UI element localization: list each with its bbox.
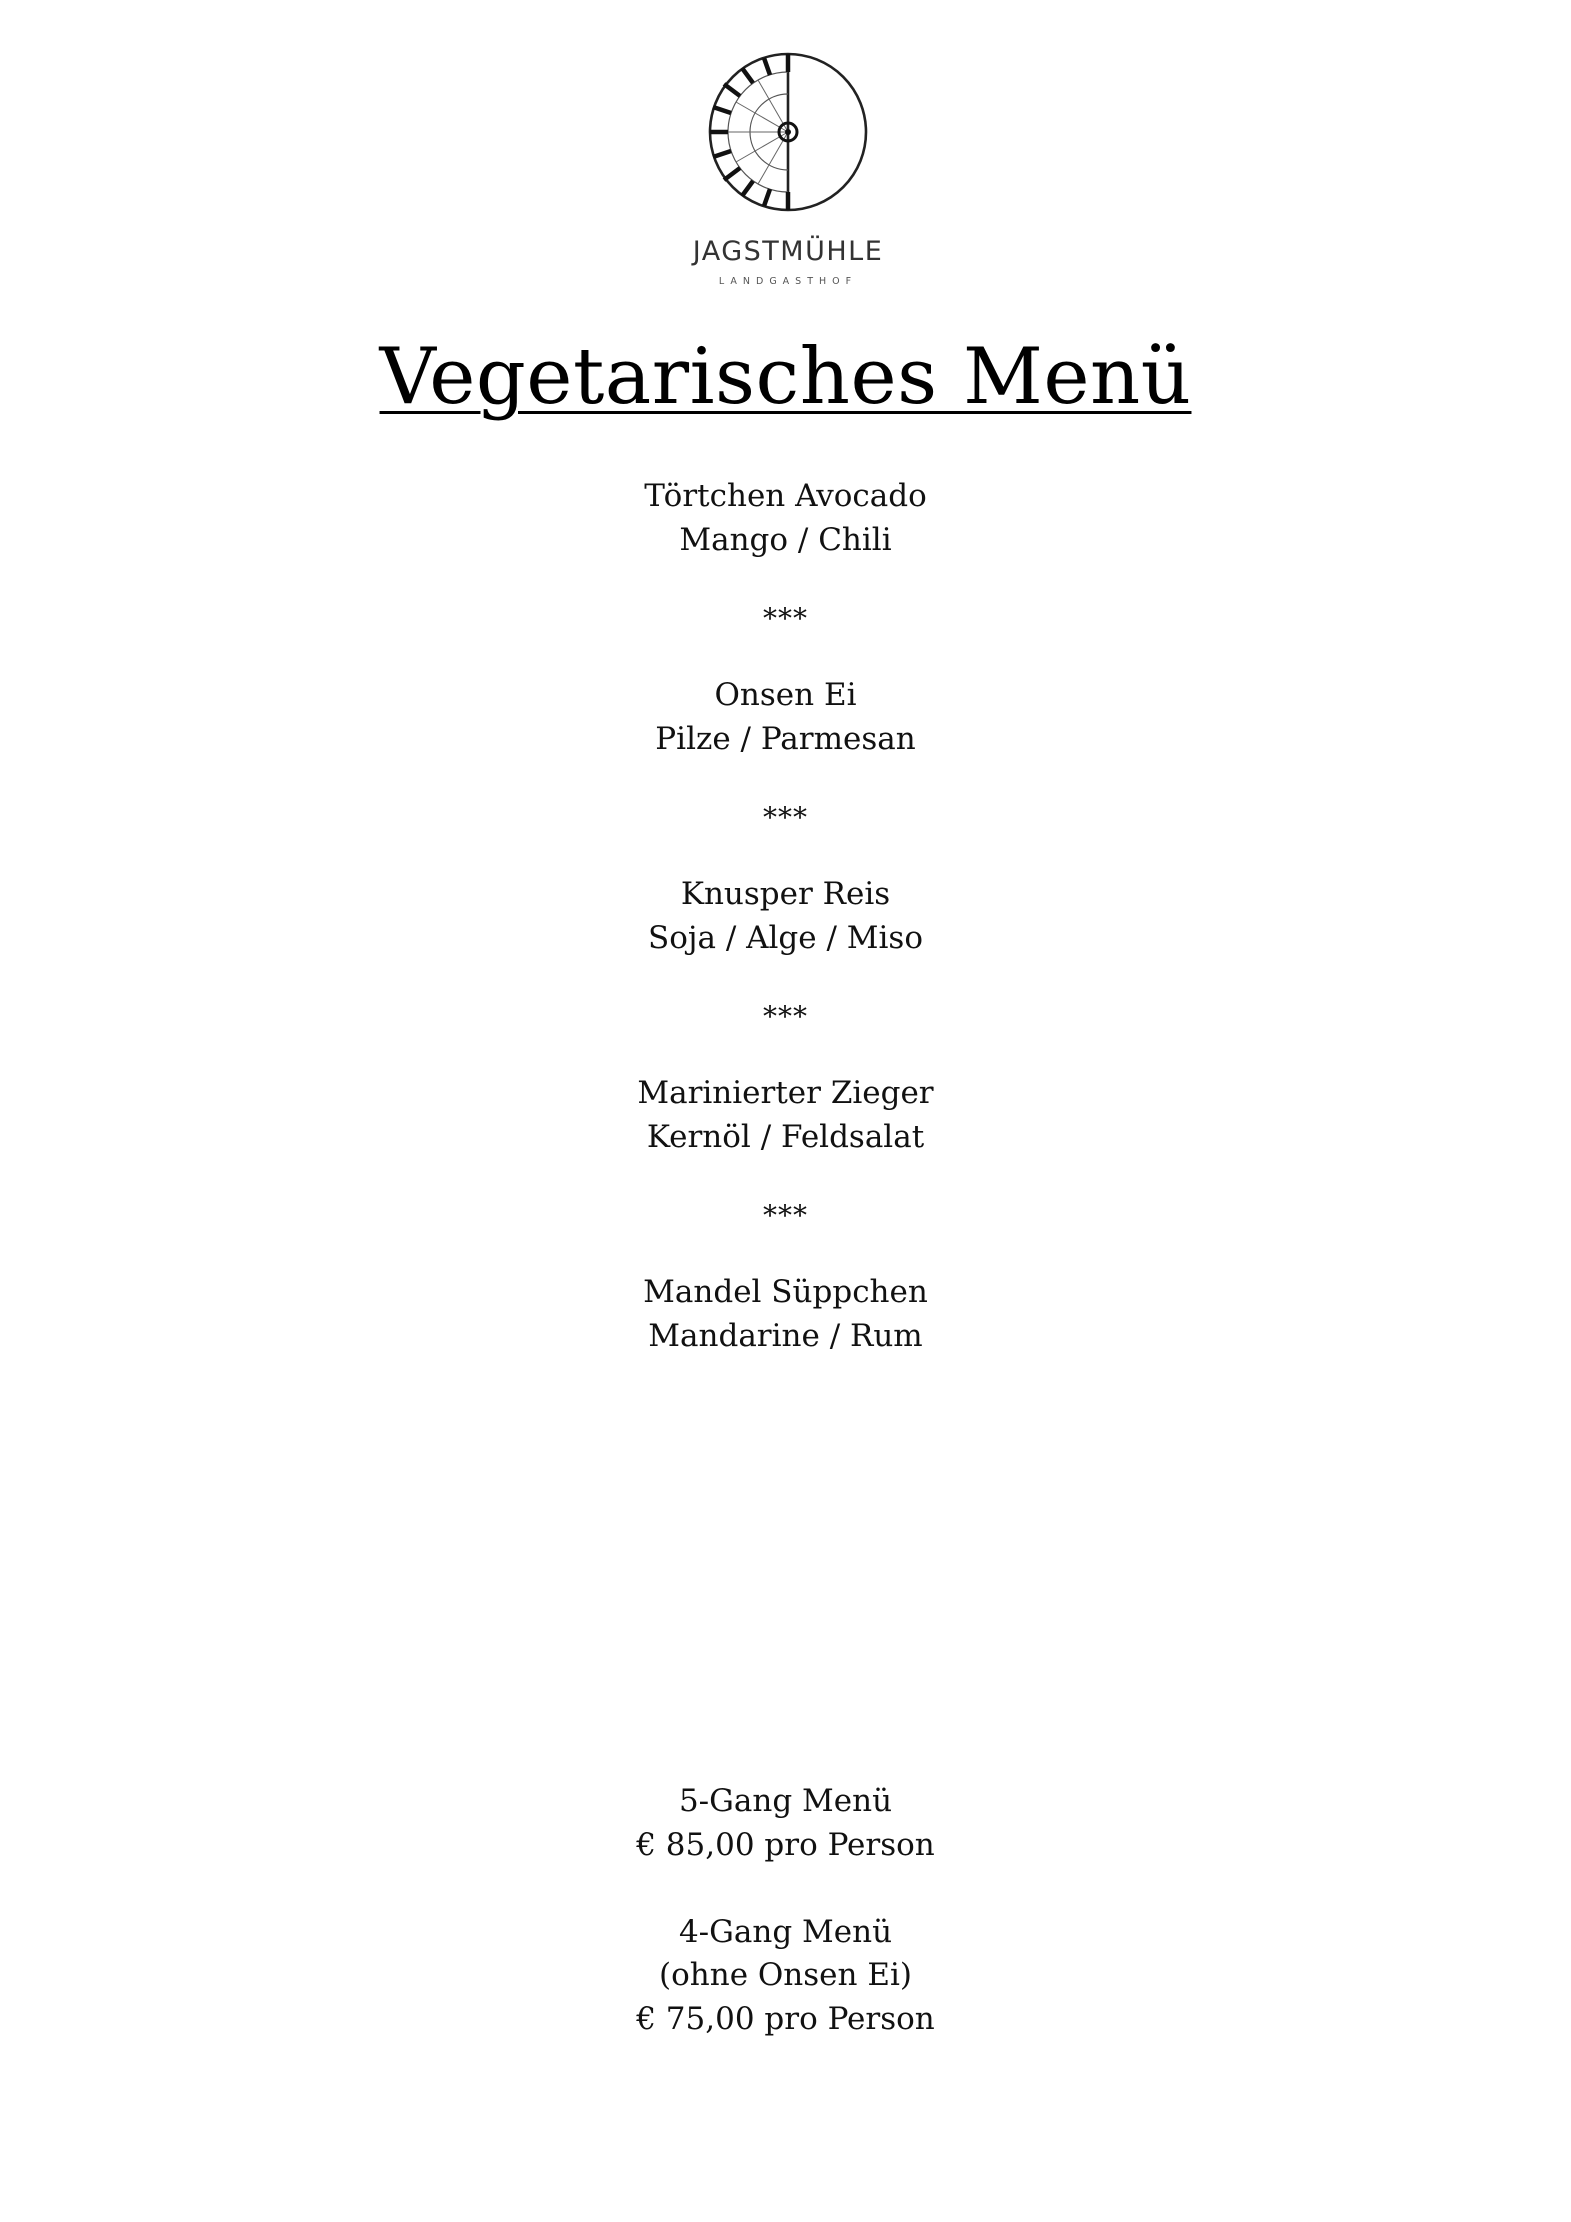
course-name: Törtchen Avocado (644, 478, 927, 514)
course-separator: *** (763, 1199, 808, 1232)
course-name: Knusper Reis (680, 876, 891, 912)
course-name: Onsen Ei (714, 677, 857, 713)
price-offer (0, 1780, 1571, 1867)
course-components: Soja / Alge / Miso (647, 919, 924, 956)
course-item (0, 475, 1571, 562)
course-name: Marinierter Zieger (637, 1075, 934, 1111)
mill-wheel-logo-icon (656, 36, 916, 298)
brand-tagline: LANDGASTHOF (718, 276, 857, 287)
course-components: Kernöl / Feldsalat (646, 1118, 925, 1155)
course-list (0, 475, 1571, 1358)
price-offer (0, 1911, 1571, 2042)
course-item (0, 873, 1571, 960)
course-separator: *** (763, 801, 808, 834)
course-components: Mango / Chili (679, 521, 892, 558)
pricing-section (0, 1780, 1571, 2041)
course-item (0, 1271, 1571, 1358)
course-item (0, 674, 1571, 761)
offer-note: (ohne Onsen Ei) (659, 1957, 912, 1993)
offer-price: € 85,00 pro Person (636, 1826, 935, 1863)
course-item (0, 1072, 1571, 1159)
course-components: Mandarine / Rum (648, 1317, 923, 1354)
course-name: Mandel Süppchen (643, 1274, 928, 1310)
brand-wordmark: JAGSTMÜHLE (692, 236, 883, 267)
course-separator: *** (763, 1000, 808, 1033)
menu-title: Vegetarisches Menü (379, 332, 1192, 422)
course-separator: *** (763, 602, 808, 635)
offer-label: 4-Gang Menü (678, 1913, 893, 1950)
offer-price: € 75,00 pro Person (636, 2000, 935, 2037)
course-components: Pilze / Parmesan (655, 720, 916, 757)
brand-logo (0, 36, 1571, 298)
offer-label: 5-Gang Menü (678, 1783, 893, 1819)
